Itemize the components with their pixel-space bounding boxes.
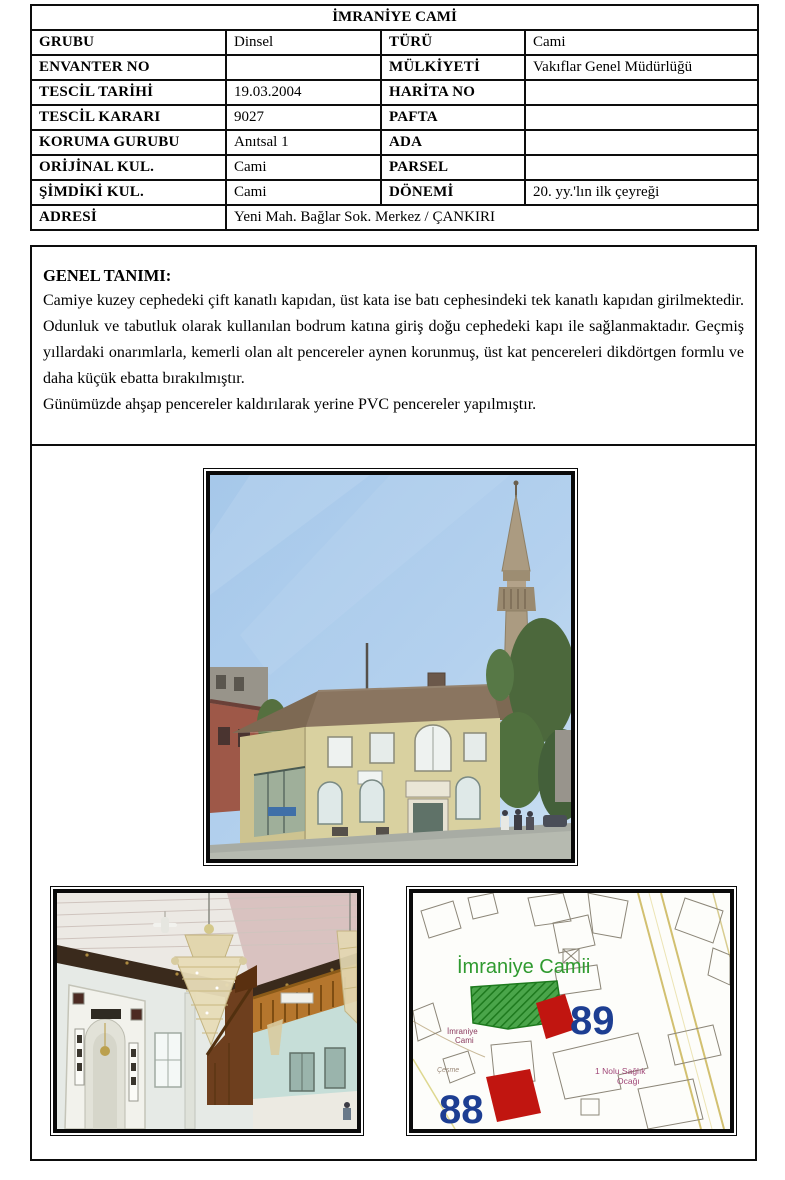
mosque-interior-illustration [57,893,357,1129]
table-row [31,155,758,180]
map-health-center-label-2: Ocağı [617,1076,640,1086]
donemi-value: 20. yy.'lın ilk çeyreği [525,180,758,205]
pilaster [185,993,195,1129]
mulkiyeti-label: MÜLKİYETİ [381,55,525,80]
left-window [155,1033,181,1087]
table-row [31,130,758,155]
general-description-section [30,245,757,446]
pafta-value [525,105,758,130]
tescil-tarihi-label: TESCİL TARİHİ [31,80,226,105]
tescil-tarihi-value: 19.03.2004 [226,80,381,105]
grubu-label: GRUBU [31,30,226,55]
orijinal-kul-value: Cami [226,155,381,180]
harita-no-label: HARİTA NO [381,80,525,105]
mosque-exterior-illustration [210,475,571,859]
site-map-photo [409,889,734,1133]
turu-label: TÜRÜ [381,30,525,55]
adresi-label: ADRESİ [31,205,226,230]
table-row [31,80,758,105]
koruma-gurubu-label: KORUMA GURUBU [31,130,226,155]
mihrab [65,985,145,1129]
pafta-label: PAFTA [381,105,525,130]
parsel-label: PARSEL [381,155,525,180]
tescil-karari-label: TESCİL KARARI [31,105,226,130]
table-row [31,105,758,130]
harita-no-value [525,80,758,105]
ada-value [525,130,758,155]
table-row [31,55,758,80]
adresi-value: Yeni Mah. Bağlar Sok. Merkez / ÇANKIRI [226,205,758,230]
table-row [31,180,758,205]
parcel-number-89: 89 [570,999,615,1043]
description-paragraph-2: Günümüzde ahşap pencereler kaldırılarak yerine PVC pencereler yapılmıştır. [43,396,537,413]
description-paragraph-1: Camiye kuzey cephedeki çift kanatlı kapıdan, üst kata ise batı cephesindeki tek kanatlı kapıdan girilmektedir. Odunluk ve tabutluk olarak kullanılan bodrum katına giriş doğu cephedeki kapı ile sağlanmaktadır. Geçmiş yıllardaki onarımlarla, kemerli olan alt pencereler aynen korunmuş, üst kat pencereleri dikdörtgen formlu ve daha küçük ebatta bırakılmıştır. [43,292,744,387]
mosque-interior-photo [53,889,361,1133]
map-fountain-label: Çeşme [437,1067,460,1074]
site-map-illustration [413,893,730,1129]
registry-table [30,4,759,231]
map-mosque-small-label-2: Cami [455,1036,474,1045]
map-mosque-small-label-1: İmraniye [447,1027,478,1036]
photos-section [30,444,757,1161]
koruma-gurubu-value: Anıtsal 1 [226,130,381,155]
tescil-karari-value: 9027 [226,105,381,130]
map-mosque-title: İmraniye Camii [457,956,591,978]
map-health-center-label-1: 1 Nolu Sağlık [595,1066,646,1076]
page-title: İMRANİYE CAMİ [31,5,758,30]
ada-label: ADA [381,130,525,155]
table-row [31,205,758,230]
grubu-value: Dinsel [226,30,381,55]
envanter-no-value [226,55,381,80]
orijinal-kul-label: ORİJİNAL KUL. [31,155,226,180]
description-heading: GENEL TANIMI: [43,266,172,285]
table-row [31,30,758,55]
envanter-no-label: ENVANTER NO [31,55,226,80]
simdiki-kul-value: Cami [226,180,381,205]
simdiki-kul-label: ŞİMDİKİ KUL. [31,180,226,205]
people [501,809,534,830]
parcel-number-88: 88 [439,1088,484,1129]
mulkiyeti-value: Vakıflar Genel Müdürlüğü [525,55,758,80]
mosque-exterior-photo [206,471,575,863]
parsel-value [525,155,758,180]
donemi-label: DÖNEMİ [381,180,525,205]
turu-value: Cami [525,30,758,55]
entrance-canopy [254,767,305,837]
